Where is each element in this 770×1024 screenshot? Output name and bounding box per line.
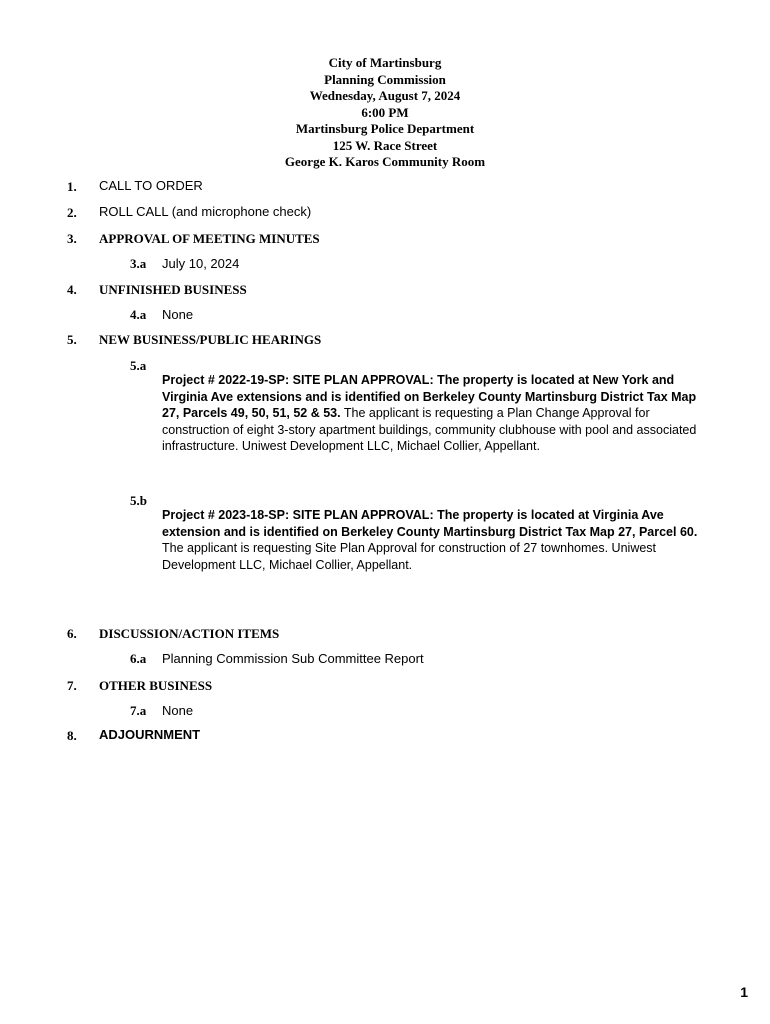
item-title-approval-minutes: APPROVAL OF MEETING MINUTES [99, 231, 320, 246]
header-address: 125 W. Race Street [332, 137, 438, 153]
header-location: Martinsburg Police Department [295, 121, 475, 136]
subitem-number: 5.a [130, 358, 147, 373]
item-title-call-to-order: CALL TO ORDER [99, 178, 203, 193]
page-number: 1 [740, 984, 748, 1000]
subitem-text-other-none: None [162, 703, 194, 718]
project-title-5b: Project # 2023-18-SP: SITE PLAN APPROVAL: The property is located at Virginia Ave extension and is identified on Berkeley County Martinsburg District Tax Map 27, Parcel 60. [162, 508, 698, 539]
item-title-unfinished-business: UNFINISHED BUSINESS [99, 282, 247, 297]
item-title-adjournment: ADJOURNMENT [99, 727, 201, 742]
header-city: City of Martinsburg [328, 55, 442, 70]
header-room: George K. Karos Community Room [284, 154, 486, 169]
subitem-text-unfinished-none: None [162, 307, 194, 322]
header-commission: Planning Commission [324, 71, 446, 87]
subitem-text-subcommittee-report: Planning Commission Sub Committee Report [162, 651, 424, 666]
subitem-number: 5.b [130, 493, 147, 508]
item-title-other-business: OTHER BUSINESS [99, 678, 213, 693]
project-description-5a [162, 372, 707, 455]
project-details-5b: The applicant is requesting Site Plan Approval for construction of 27 townhomes. Uniwest Development LLC, Michael Collier, Appellant. [162, 541, 657, 572]
item-number: 7. [67, 678, 77, 693]
item-number: 5. [67, 332, 77, 347]
header-date: Wednesday, August 7, 2024 [309, 88, 461, 103]
item-number: 1. [67, 179, 77, 194]
agenda-header [0, 55, 770, 171]
header-time: 6:00 PM [361, 104, 409, 120]
subitem-number: 4.a [130, 307, 147, 322]
item-title-new-business: NEW BUSINESS/PUBLIC HEARINGS [99, 332, 322, 347]
item-number: 6. [67, 626, 77, 641]
subitem-number: 7.a [130, 703, 147, 718]
item-number: 3. [67, 231, 77, 246]
item-number: 8. [67, 728, 77, 743]
project-description-5b [162, 507, 707, 573]
item-title-roll-call: ROLL CALL (and microphone check) [99, 204, 312, 219]
subitem-number: 3.a [130, 256, 147, 271]
project-details-5a: The applicant is requesting a Plan Change Approval for construction of eight 3-story apartment buildings, community clubhouse with pool and associated infrastructure. Uniwest Development LLC, Michael Collier, Appellant. [162, 406, 697, 453]
subitem-text-minutes-date: July 10, 2024 [162, 256, 240, 271]
item-number: 2. [67, 205, 77, 220]
item-number: 4. [67, 282, 77, 297]
subitem-number: 6.a [130, 651, 147, 666]
project-title-5a: Project # 2022-19-SP: SITE PLAN APPROVAL: The property is located at New York and Virginia Ave extensions and is identified on Berkeley County Martinsburg District Tax Map 27, Parcels 49, 50, 51, 52 & 53. [162, 373, 697, 420]
item-title-discussion: DISCUSSION/ACTION ITEMS [99, 626, 280, 641]
